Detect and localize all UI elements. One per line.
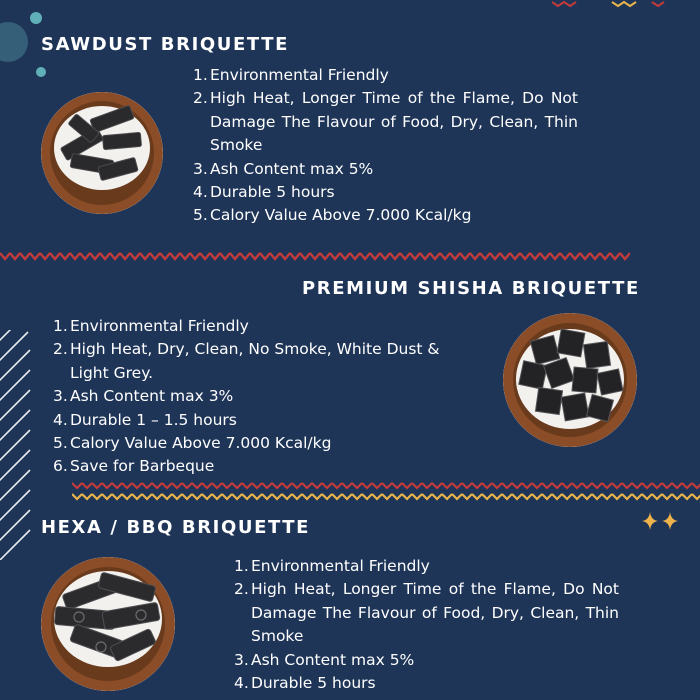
- section-title-premium-shisha: PREMIUM SHISHA BRIQUETTE: [302, 278, 640, 299]
- zigzag-divider-red: [0, 250, 630, 262]
- feature-item: 5. Calory Value Above 7.000 Kcal/kg: [193, 206, 472, 225]
- hexa-briquette-image: [41, 557, 175, 691]
- sparkle-icon: [640, 510, 682, 532]
- feature-item: 5. Calory Value Above 7.000 Kcal/kg: [53, 434, 332, 453]
- sawdust-briquette-image: [41, 92, 163, 214]
- section-title-sawdust: SAWDUST BRIQUETTE: [41, 34, 289, 55]
- feature-item: 4. Durable 1 – 1.5 hours: [53, 410, 237, 429]
- top-zigzag-decoration: [552, 0, 672, 8]
- section-title-hexa-bbq: HEXA / BBQ BRIQUETTE: [41, 517, 311, 538]
- hexa-features-list: [234, 555, 619, 695]
- feature-item: 2. High Heat, Longer Time of the Flame, Do Not Damage The Flavour of Food, Dry, Clean, Thin Smoke: [234, 580, 619, 646]
- feature-item: 3. Ash Content max 3%: [53, 387, 234, 406]
- diagonal-stripes-decoration: [0, 330, 32, 560]
- feature-item: 1. Environmental Friendly: [53, 317, 249, 335]
- feature-item: 4. Durable 5 hours: [234, 674, 376, 693]
- feature-item: 2. High Heat, Longer Time of the Flame, Do Not Damage The Flavour of Food, Dry, Clean, Thin Smoke: [193, 89, 578, 155]
- feature-item: 2. High Heat, Dry, Clean, No Smoke, White Dust & Light Grey.: [53, 340, 440, 382]
- feature-item: 4. Durable 5 hours: [193, 183, 335, 202]
- feature-item: 6. Save for Barbeque: [53, 457, 215, 476]
- feature-item: 3. Ash Content max 5%: [193, 159, 374, 178]
- zigzag-divider-double: [72, 480, 700, 502]
- feature-item: 1. Environmental Friendly: [193, 66, 389, 84]
- shisha-briquette-image: [503, 313, 637, 447]
- feature-item: 3. Ash Content max 5%: [234, 650, 415, 669]
- shisha-features-list: [53, 315, 453, 479]
- sawdust-features-list: [193, 64, 578, 228]
- feature-item: 1. Environmental Friendly: [234, 557, 430, 575]
